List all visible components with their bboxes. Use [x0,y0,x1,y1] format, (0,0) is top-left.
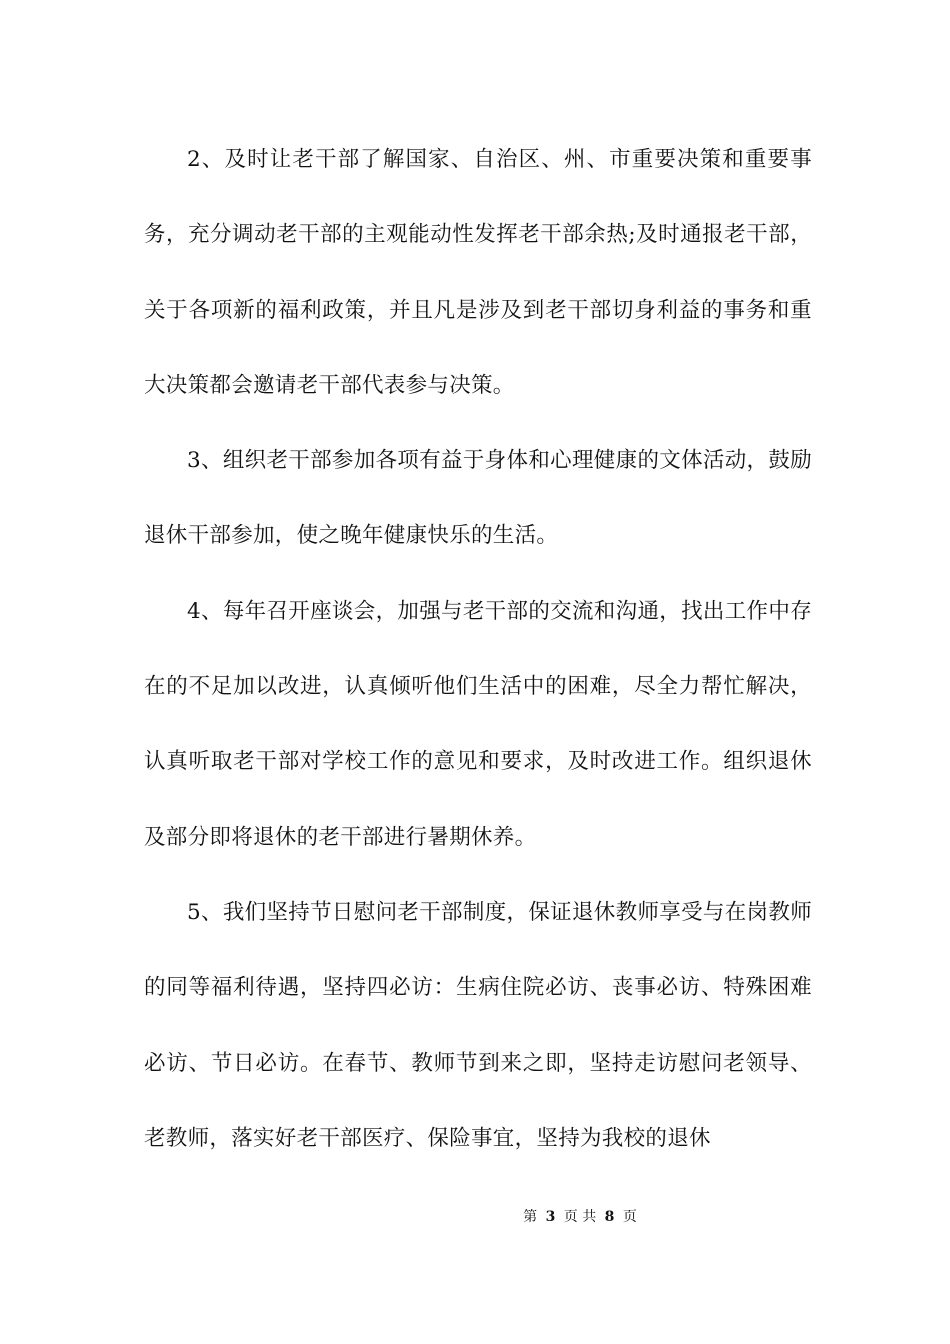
current-page-number: 3 [545,1209,556,1225]
paragraph-item-5: 5、我们坚持节日慰问老干部制度，保证退休教师享受与在岗教师的同等福利待遇，坚持四必访：生病住院必访、丧事必访、特殊困难必访、节日必访。在春节、教师节到来之即，坚持走访慰问老领导、老教师，落实好老干部医疗、保险事宜，坚持为我校的退休 [144,899,812,1151]
page-footer [0,1206,950,1226]
paragraph-item-4: 4、每年召开座谈会，加强与老干部的交流和沟通，找出工作中存在的不足加以改进，认真倾听他们生活中的困难，尽全力帮忙解决，认真听取老干部对学校工作的意见和要求，及时改进工作。组织退休及部分即将退休的老干部进行暑期休养。 [144,598,812,850]
total-page-number: 8 [604,1209,615,1225]
paragraph-item-2: 2、及时让老干部了解国家、自治区、州、市重要决策和重要事务，充分调动老干部的主观能动性发挥老干部余热;及时通报老干部，关于各项新的福利政策，并且凡是涉及到老干部切身利益的事务和重大决策都会邀请老干部代表参与决策。 [144,147,812,398]
footer-prefix: 第 [523,1209,538,1225]
footer-suffix: 页 [622,1209,637,1225]
document-body [144,122,812,1176]
paragraph-item-3: 3、组织老干部参加各项有益于身体和心理健康的文体活动，鼓励退休干部参加，使之晚年健康快乐的生活。 [144,448,812,549]
footer-middle: 页 共 [563,1209,597,1225]
